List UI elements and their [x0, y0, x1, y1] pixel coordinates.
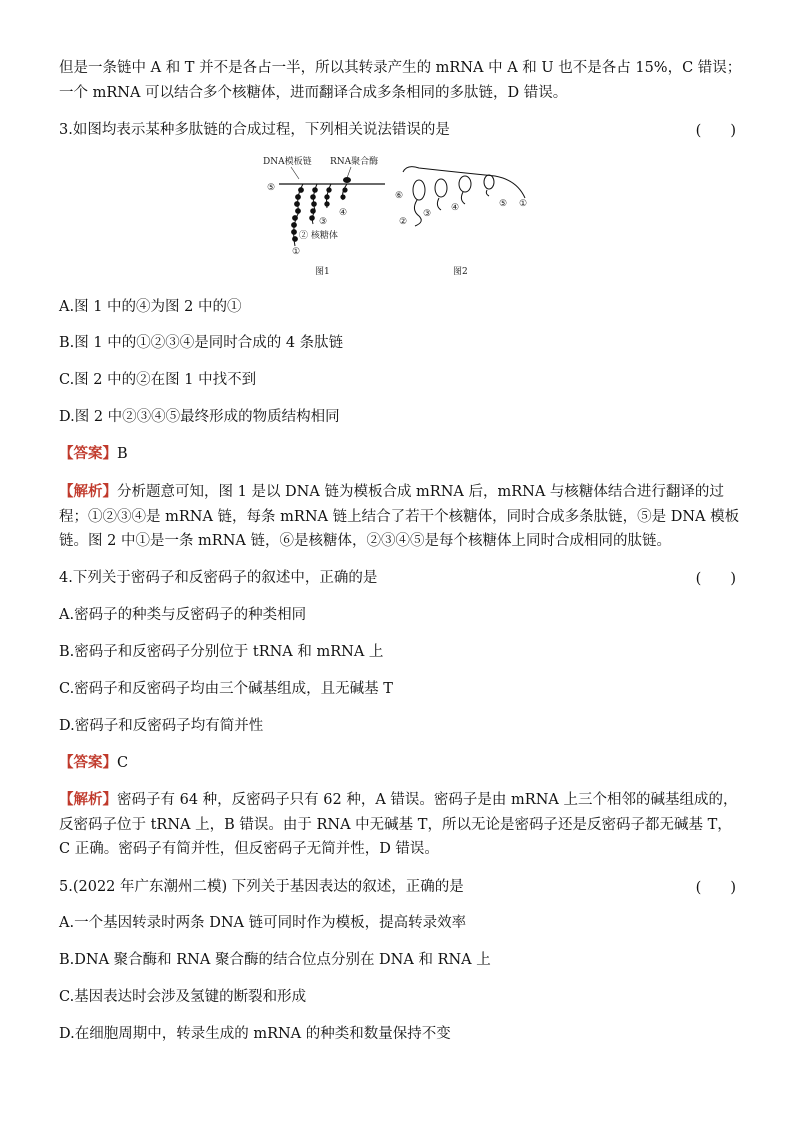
fig1-label-ribosome: ② 核糖体 — [299, 231, 338, 241]
q4-option-a: A.密码子的种类与反密码子的种类相同 — [59, 607, 307, 623]
answer-value: C — [117, 755, 129, 771]
analysis-text: 分析题意可知，图 1 是以 DNA 链为模板合成 mRNA 后，mRNA 与核糖体结合进行翻译的过 — [117, 484, 724, 500]
analysis-tag: 【解析】 — [59, 483, 117, 500]
q4-answer — [59, 752, 754, 774]
answer-tag: 【答案】 — [59, 754, 117, 771]
q3-option-b: B.图 1 中的①②③④是同时合成的 4 条肽链 — [59, 335, 344, 351]
fig2-number-3: ③ — [423, 209, 432, 219]
q4-analysis-line-1 — [59, 789, 754, 811]
q3-analysis-line-3: 链。图 2 中①是一条 mRNA 链，⑥是核糖体，②③④⑤是每个核糖体上同时合成相同的肽链。 — [59, 533, 671, 549]
q3-figure — [255, 150, 555, 278]
q4-analysis-line-3: C 正确。密码子有简并性，但反密码子无简并性，D 错误。 — [59, 841, 439, 857]
q4-analysis-line-2: 反密码子位于 tRNA 上，B 错误。由于 RNA 中无碱基 T，所以无论是密码子还是反密码子都无碱基 T， — [59, 817, 732, 833]
q4-stem: 4.下列关于密码子和反密码子的叙述中，正确的是 — [59, 570, 378, 586]
fig1-number-4: ④ — [339, 208, 348, 218]
fig1-number-3: ③ — [319, 217, 328, 227]
q5-option-c: C.基因表达时会涉及氢键的断裂和形成 — [59, 989, 307, 1005]
fig2-number-1: ① — [519, 199, 528, 209]
answer-tag: 【答案】 — [59, 445, 117, 462]
q4-option-c: C.密码子和反密码子均由三个碱基组成，且无碱基 T — [59, 681, 393, 697]
q4-option-b: B.密码子和反密码子分别位于 tRNA 和 mRNA 上 — [59, 644, 384, 660]
fig2-number-4: ④ — [451, 203, 460, 213]
fig2-number-2: ② — [399, 217, 408, 227]
figure-1 — [263, 155, 385, 277]
q3-option-d: D.图 2 中②③④⑤最终形成的物质结构相同 — [59, 409, 340, 425]
fig2-caption: 图2 — [453, 267, 468, 277]
q3-option-c: C.图 2 中的②在图 1 中找不到 — [59, 372, 257, 388]
q4-option-d: D.密码子和反密码子均有简并性 — [59, 718, 264, 734]
figure-2 — [395, 167, 527, 277]
fig1-label-dna-template: DNA模板链 — [263, 157, 312, 167]
analysis-tag: 【解析】 — [59, 791, 117, 808]
fig2-number-6: ⑥ — [395, 191, 404, 201]
q3-analysis-line-2: 程；①②③④是 mRNA 链，每条 mRNA 链上结合了若干个核糖体，同时合成多条肽链，⑤是 DNA 模板 — [59, 509, 740, 525]
q3-stem: 3.如图均表示某种多肽链的合成过程，下列相关说法错误的是 — [59, 122, 450, 138]
q5-option-d: D.在细胞周期中，转录生成的 mRNA 的种类和数量保持不变 — [59, 1026, 451, 1042]
fig1-number-1: ① — [292, 247, 301, 257]
q5-answer-paren: ( ) — [695, 880, 736, 896]
q3-analysis-line-1 — [59, 481, 754, 503]
fig2-number-5: ⑤ — [499, 199, 508, 209]
q5-stem: 5.(2022 年广东潮州二模) 下列关于基因表达的叙述，正确的是 — [59, 879, 464, 895]
analysis-text: 密码子有 64 种，反密码子只有 62 种，A 错误。密码子是由 mRNA 上三个相邻的碱基组成的， — [117, 792, 738, 808]
fig1-number-5: ⑤ — [267, 183, 276, 193]
q3-answer — [59, 443, 754, 465]
q3-answer-paren: ( ) — [695, 123, 736, 139]
q3-option-a: A.图 1 中的④为图 2 中的① — [59, 299, 242, 315]
intro-line-1: 但是一条链中 A 和 T 并不是各占一半，所以其转录产生的 mRNA 中 A 和 U 也不是各占 15%，C 错误； — [59, 60, 742, 76]
intro-line-2: 一个 mRNA 可以结合多个核糖体，进而翻译合成多条相同的多肽链，D 错误。 — [59, 85, 568, 101]
q4-answer-paren: ( ) — [695, 571, 736, 587]
q5-option-b: B.DNA 聚合酶和 RNA 聚合酶的结合位点分别在 DNA 和 RNA 上 — [59, 952, 491, 968]
q5-option-a: A.一个基因转录时两条 DNA 链可同时作为模板，提高转录效率 — [59, 915, 467, 931]
fig1-caption: 图1 — [315, 267, 330, 277]
answer-value: B — [117, 446, 128, 462]
fig1-label-rna-polymerase: RNA聚合酶 — [330, 157, 379, 167]
